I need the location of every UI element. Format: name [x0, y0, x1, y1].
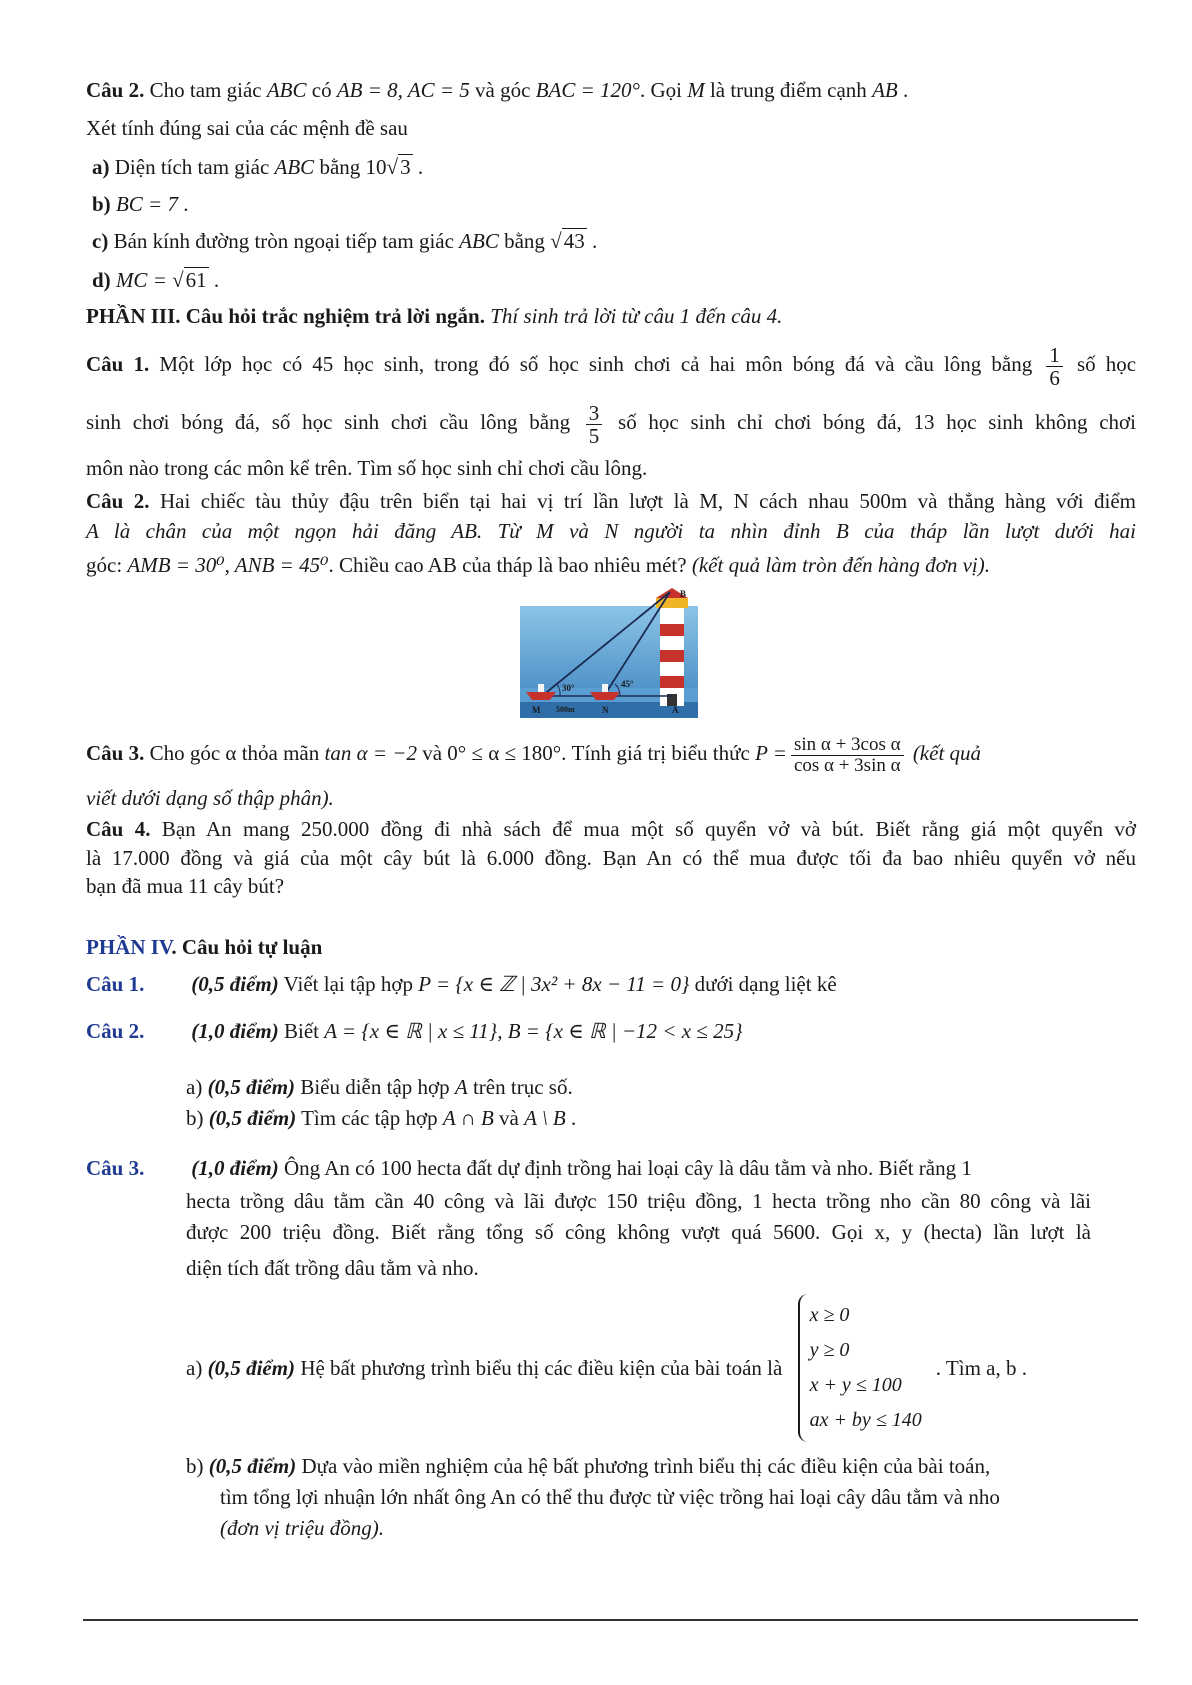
text: và: [499, 1106, 519, 1130]
text: Dựa vào miền nghiệm của hệ bất phương trình biểu thị các điều kiện của bài toán,: [301, 1454, 991, 1478]
math: ABC: [459, 229, 499, 253]
math: BC = 7: [115, 192, 178, 216]
label-m: M: [532, 705, 541, 715]
fraction: $\frac{3}{5}$: [586, 402, 603, 447]
p4-q3-b-line1: [186, 1454, 990, 1479]
math: MC =: [115, 268, 167, 292]
text: góc:: [86, 553, 123, 577]
statement-label: c): [92, 229, 109, 253]
p4-q3-line4: diện tích đất trồng dâu tằm và nho.: [186, 1256, 479, 1280]
question-label: Câu 2.: [86, 1019, 145, 1043]
math: M: [687, 78, 705, 102]
p4-q3-b-line3: (đơn vị triệu đồng).: [220, 1516, 385, 1540]
text: .: [571, 1106, 577, 1130]
math: A \ B: [524, 1106, 566, 1130]
p2-q2-intro: Xét tính đúng sai của các mệnh đề sau: [86, 116, 408, 140]
math: A ∩ B: [442, 1106, 494, 1130]
math: P = {x ∈ ℤ | 3x² + 8x − 11 = 0}: [418, 972, 690, 996]
section-title-rest: . Câu hỏi tự luận: [171, 935, 323, 959]
points: (0,5 điểm): [207, 1355, 296, 1380]
fraction: $\frac{\text{sin α + 3cos α}}{\text{cos α + 3sin α}}$: [791, 735, 904, 776]
p3-q1-line1: [86, 336, 1136, 392]
text: Hai chiếc tàu thủy đậu trên biển tại hai vị trí lần lượt là M, N cách nhau 500m và thẳng hàng với điểm: [159, 489, 1137, 513]
math: AMB = 30⁰, ANB = 45⁰: [127, 553, 329, 577]
p3-q4-line2: là 17.000 đồng và giá của một cây bút là 6.000 đồng. Bạn An có thể mua được tối đa bao nhiêu quyển vở nếu: [86, 846, 1136, 870]
points: (0,5 điểm): [207, 1075, 296, 1099]
footer-divider: [83, 1619, 1138, 1621]
math: 3: [400, 155, 411, 179]
math: A: [454, 1075, 468, 1099]
text: Tìm các tập hợp: [301, 1106, 438, 1130]
item-label: b): [186, 1454, 204, 1478]
points: (0,5 điểm): [208, 1454, 297, 1478]
question-label: Câu 4.: [86, 817, 151, 841]
p4-q1: [86, 972, 837, 997]
p3-q4-line3: bạn đã mua 11 cây bút?: [86, 874, 285, 898]
math: 10: [365, 155, 387, 179]
p4-q3-b-line2: tìm tổng lợi nhuận lớn nhất ông An có thể thu được từ việc trồng hai loại cây dâu tằm và nho: [220, 1485, 1000, 1509]
question-label: Câu 2.: [86, 78, 145, 102]
points: (0,5 điểm): [191, 972, 279, 996]
text: . Chiều cao AB của tháp là bao nhiêu mét?: [328, 553, 687, 577]
text: .: [902, 78, 909, 102]
p3-q2-line2: A là chân của một ngọn hải đăng AB. Từ M và N người ta nhìn đỉnh B của tháp lần lượt dưới hai: [86, 519, 1136, 543]
text: Bán kính đường tròn ngoại tiếp tam giác: [113, 229, 454, 253]
p3-q4-line1: [86, 817, 1136, 842]
statement-d: d) MC = √61 .: [92, 268, 220, 292]
text: Cho góc α thỏa mãn: [149, 741, 320, 765]
p3-q3-line2: viết dưới dạng số thập phân).: [86, 786, 334, 810]
points: (0,5 điểm): [208, 1106, 297, 1130]
text: Biểu diễn tập hợp: [300, 1075, 450, 1099]
p4-q2-a: [186, 1075, 573, 1100]
math: 0° ≤ α ≤ 180°: [447, 741, 562, 765]
section-title: PHẦN IV: [86, 935, 172, 959]
p3-q1-line2: [86, 394, 1136, 450]
math: AB = 8, AC = 5: [336, 78, 470, 102]
text: bằng: [319, 155, 361, 179]
question-label: Câu 2.: [86, 489, 150, 513]
inequality: x + y ≤ 100: [809, 1374, 902, 1396]
statement-b: b) BC = 7 .: [92, 192, 189, 216]
question-label: Câu 1.: [86, 352, 150, 376]
text: Một lớp học có 45 học sinh, trong đó số học sinh chơi cả hai môn bóng đá và cầu lông bằng: [159, 352, 1033, 376]
text: và: [422, 741, 443, 765]
label-angle-m: 30°: [562, 683, 575, 693]
text: dưới dạng liệt kê: [694, 972, 837, 996]
text: Biết: [283, 1019, 319, 1043]
text: Bạn An mang 250.000 đồng đi nhà sách để mua một số quyển vở và bút. Biết rằng giá một quyển vở: [161, 817, 1136, 841]
p4-q3-a: [186, 1290, 1027, 1446]
question-label: Câu 1.: [86, 972, 145, 996]
p4-q3-line3: được 200 triệu đồng. Biết rằng tổng số công không vượt quá 5600. Gọi x, y (hecta) lần lượt là: [186, 1220, 1091, 1244]
math: ABC: [274, 155, 315, 179]
text: số học sinh chỉ chơi bóng đá, 13 học sinh không chơi: [618, 410, 1136, 434]
text: Viết lại tập hợp: [283, 972, 414, 996]
p3-q2-line1: [86, 489, 1136, 514]
fraction: $\frac{1}{6}$: [1046, 344, 1063, 389]
inequality: y ≥ 0: [809, 1339, 850, 1361]
statement-label: b): [92, 192, 111, 216]
p4-q2: [86, 1019, 742, 1044]
points: (1,0 điểm): [191, 1019, 279, 1043]
p3-q3-line1: [86, 726, 1136, 780]
statement-label: d): [92, 268, 111, 292]
note: (kết quả làm tròn đến hàng đơn vị).: [691, 553, 990, 577]
text: có: [311, 78, 332, 102]
text: bằng: [504, 229, 545, 253]
points: (1,0 điểm): [191, 1156, 279, 1180]
math: P =: [755, 741, 787, 765]
text: Hệ bất phương trình biểu thị các điều kiện của bài toán là: [300, 1355, 783, 1380]
item-label: a): [186, 1075, 203, 1099]
text: số học: [1076, 352, 1137, 376]
p4-q2-b: [186, 1106, 576, 1131]
section-title: PHẦN III. Câu hỏi trắc nghiệm trả lời ngắn.: [86, 304, 485, 328]
math: A = {x ∈ ℝ | x ≤ 11}, B = {x ∈ ℝ | −12 < x ≤ 25}: [324, 1019, 743, 1043]
math: 43: [563, 229, 585, 253]
p4-q3-line1: [86, 1156, 972, 1181]
text: Cho tam giác: [149, 78, 262, 102]
text: sinh chơi bóng đá, số học sinh chơi cầu lông bằng: [86, 410, 571, 434]
label-a: A: [672, 705, 679, 715]
item-label: b): [186, 1106, 204, 1130]
label-dist: 500m: [556, 705, 575, 714]
inequality-system: [798, 1294, 930, 1442]
statement-a: a) Diện tích tam giác ABC bằng 10√3 .: [92, 155, 424, 179]
part4-heading: [86, 935, 322, 960]
item-label: a): [186, 1355, 203, 1380]
text: . Gọi: [639, 78, 682, 102]
p3-q1-line3: môn nào trong các môn kể trên. Tìm số học sinh chỉ chơi cầu lông.: [86, 456, 648, 480]
p2-q2-line1: [86, 78, 908, 103]
math: BAC = 120°: [535, 78, 640, 102]
math: ABC: [266, 78, 307, 102]
question-label: Câu 3.: [86, 741, 145, 765]
math: 61: [185, 268, 207, 292]
section-subtitle: Thí sinh trả lời từ câu 1 đến câu 4.: [490, 304, 783, 328]
text: . Tìm a, b .: [935, 1355, 1027, 1380]
text: và góc: [475, 78, 531, 102]
statement-label: a): [92, 155, 110, 179]
label-n: N: [602, 705, 609, 715]
label-angle-n: 45°: [621, 679, 634, 689]
math: tan α = −2: [324, 741, 417, 765]
inequality: x ≥ 0: [809, 1304, 850, 1326]
label-b: B: [680, 589, 687, 599]
lighthouse-figure: [520, 588, 698, 718]
text: Diện tích tam giác: [114, 155, 270, 179]
p4-q3-line2: hecta trồng dâu tằm cần 40 công và lãi được 150 triệu đồng, 1 hecta trồng nho cần 80 công và lãi: [186, 1189, 1091, 1213]
text: trên trục số.: [472, 1075, 573, 1099]
math: AB: [872, 78, 898, 102]
inequality: ax + by ≤ 140: [809, 1409, 922, 1431]
p3-q2-line3: [86, 553, 990, 578]
text: . Tính giá trị biểu thức: [561, 741, 750, 765]
text: Ông An có 100 hecta đất dự định trồng hai loại cây là dâu tằm và nho. Biết rằng 1: [283, 1156, 972, 1180]
question-label: Câu 3.: [86, 1156, 145, 1180]
statement-c: c) Bán kính đường tròn ngoại tiếp tam giác ABC bằng √43 .: [92, 229, 598, 253]
note: (kết quả: [912, 741, 982, 765]
text: là trung điểm cạnh: [709, 78, 867, 102]
part3-heading: [86, 304, 782, 329]
